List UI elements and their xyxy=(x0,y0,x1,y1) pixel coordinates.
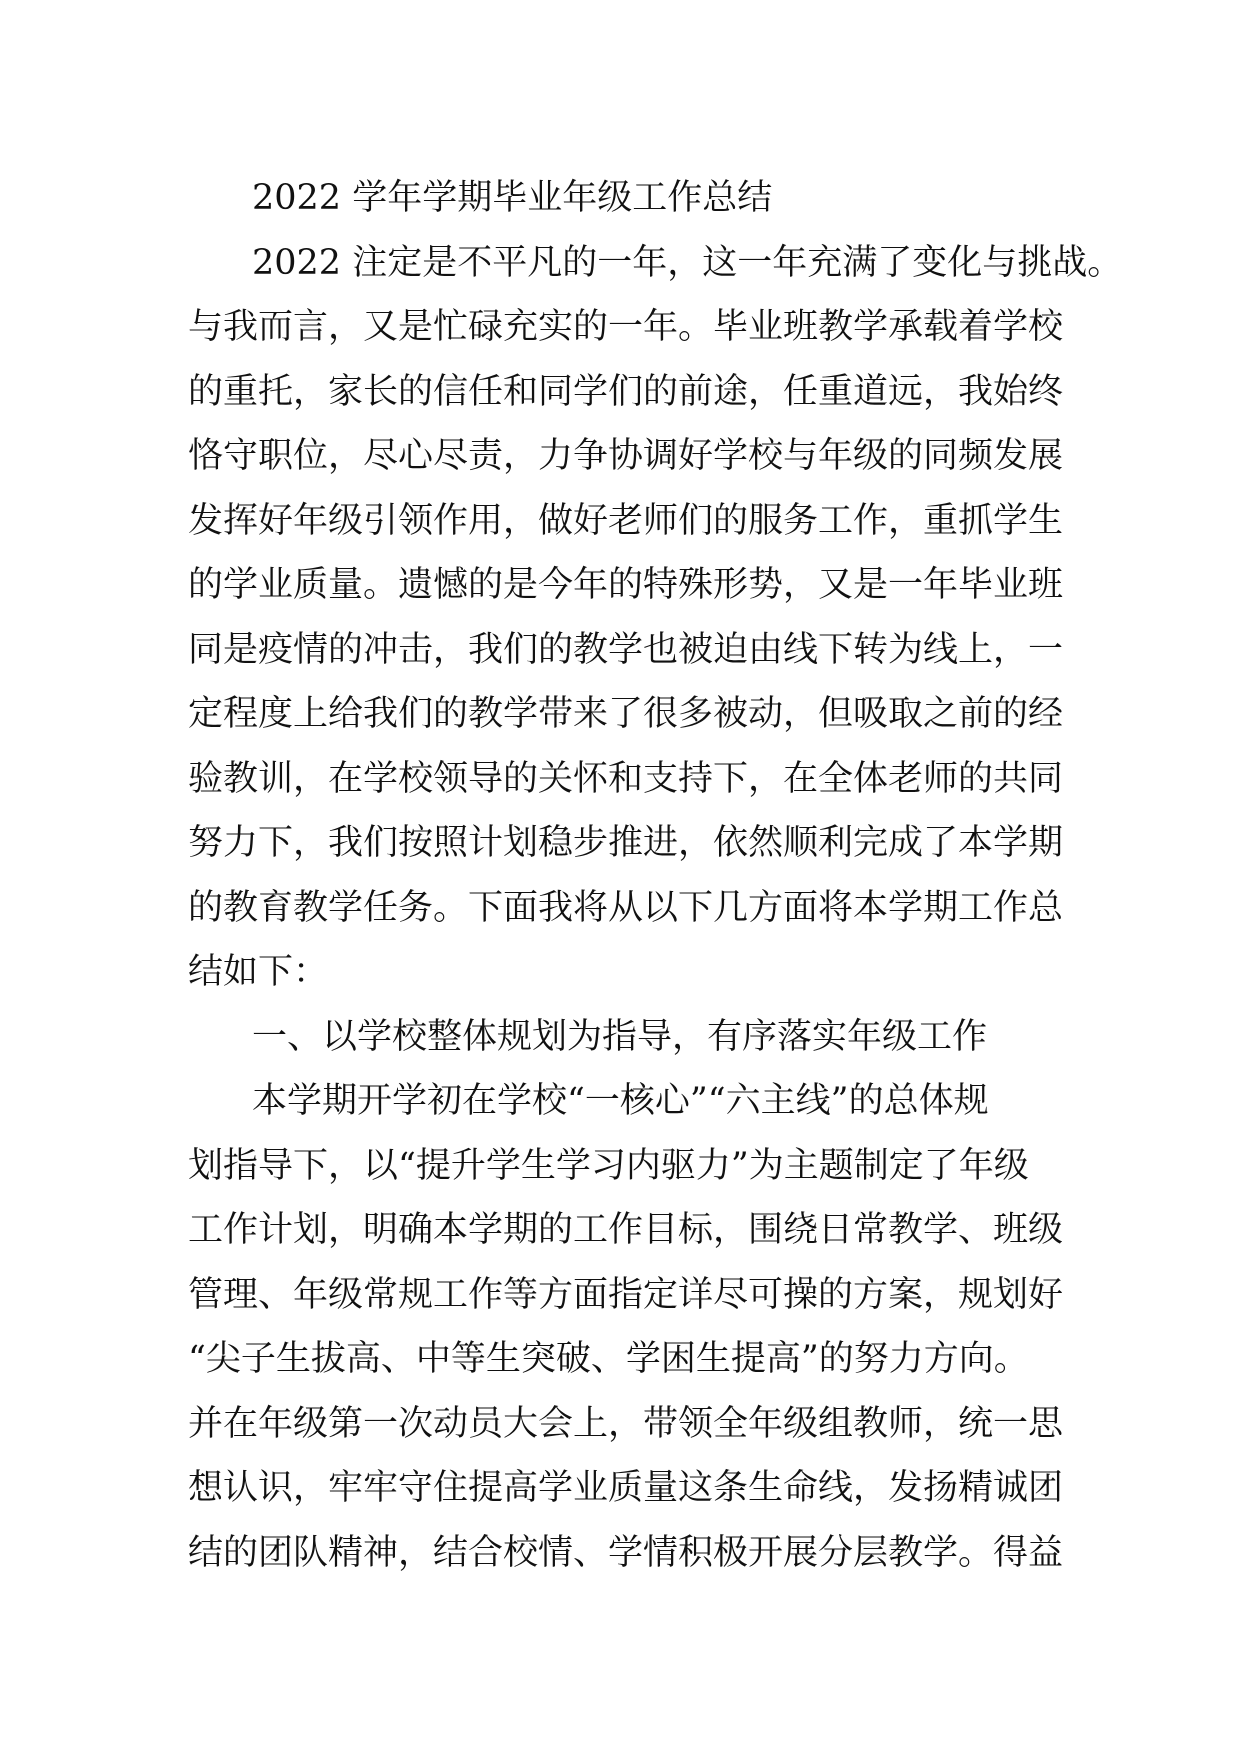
section-heading: 一、以学校整体规划为指导，有序落实年级工作 xyxy=(252,1016,988,1057)
body-line: 2022 注定是不平凡的一年，这一年充满了变化与挑战。 xyxy=(252,242,1123,283)
body-line: 本学期开学初在学校“一核心”“六主线”的总体规 xyxy=(252,1081,989,1121)
body-line: 发挥好年级引领作用，做好老师们的服务工作，重抓学生 xyxy=(188,500,1064,541)
body-line: 划指导下，以“提升学生学习内驱力”为主题制定了年级 xyxy=(188,1145,1029,1186)
body-line: 工作计划，明确本学期的工作目标，围绕日常教学、班级 xyxy=(188,1210,1064,1250)
body-line: 的重托，家长的信任和同学们的前途，任重道远，我始终 xyxy=(188,371,1064,412)
body-line: 验教训，在学校领导的关怀和支持下，在全体老师的共同 xyxy=(188,758,1064,799)
body-line: 恪守职位，尽心尽责，力争协调好学校与年级的同频发展 xyxy=(188,436,1064,476)
document-title: 2022 学年学期毕业年级工作总结 xyxy=(252,178,773,218)
body-line: “尖子生拔高、中等生突破、学困生提高”的努力方向。 xyxy=(188,1339,1029,1379)
body-line: 并在年级第一次动员大会上，带领全年级组教师，统一思 xyxy=(188,1403,1064,1444)
body-line: 的教育教学任务。下面我将从以下几方面将本学期工作总 xyxy=(188,887,1064,928)
body-line: 管理、年级常规工作等方面指定详尽可操的方案，规划好 xyxy=(188,1274,1064,1315)
body-line: 努力下，我们按照计划稳步推进，依然顺利完成了本学期 xyxy=(188,823,1064,863)
body-line: 定程度上给我们的教学带来了很多被动，但吸取之前的经 xyxy=(188,694,1064,734)
body-line: 结如下： xyxy=(188,952,329,992)
body-line: 同是疫情的冲击，我们的教学也被迫由线下转为线上，一 xyxy=(188,629,1064,670)
body-line: 的学业质量。遗憾的是今年的特殊形势，又是一年毕业班 xyxy=(188,565,1064,605)
body-line: 结的团队精神，结合校情、学情积极开展分层教学。得益 xyxy=(188,1532,1064,1573)
document-body xyxy=(188,166,1123,1585)
body-line: 与我而言，又是忙碌充实的一年。毕业班教学承载着学校 xyxy=(188,307,1064,347)
body-line: 想认识，牢牢守住提高学业质量这条生命线，发扬精诚团 xyxy=(188,1468,1064,1508)
